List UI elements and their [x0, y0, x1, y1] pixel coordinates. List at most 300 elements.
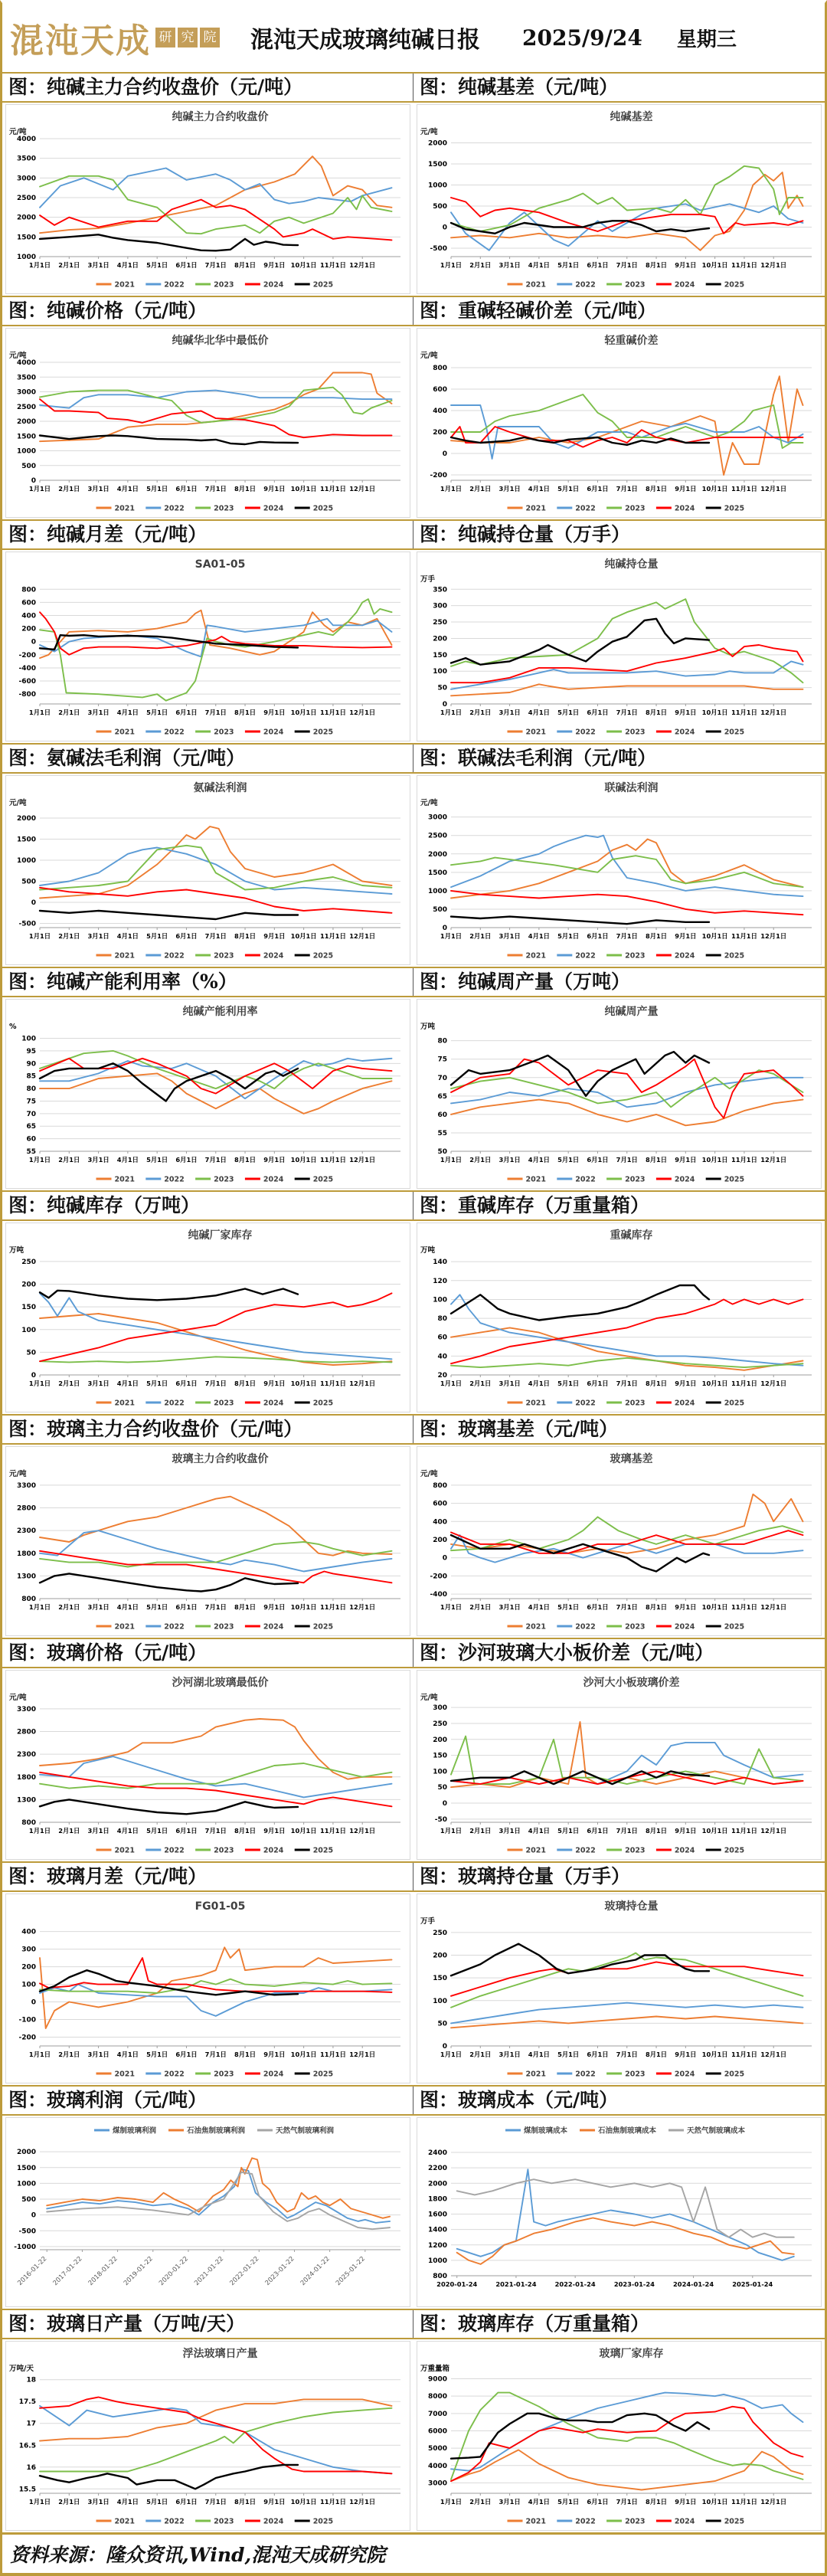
x-tick-label: 1月1日: [28, 1380, 51, 1387]
y-tick-label: 1800: [16, 1773, 36, 1782]
y-tick-label: 250: [433, 1720, 447, 1728]
y-tick-label: 1000: [427, 887, 447, 895]
legend-label: 2024: [263, 504, 284, 513]
series-2022: [40, 619, 392, 657]
y-tick-label: 200: [433, 1952, 447, 1960]
x-tick-label: 12月1日: [760, 261, 787, 269]
y-tick-label: 50: [437, 1784, 447, 1792]
y-axis-unit: 元/吨: [420, 352, 438, 360]
y-tick-label: 1400: [427, 2226, 447, 2234]
x-tick-label: 7月1日: [204, 1827, 227, 1835]
x-tick-label: 6月1日: [587, 1156, 609, 1164]
y-tick-label: 0: [31, 899, 36, 907]
series-2024: [451, 891, 803, 915]
charts-row: [2, 326, 825, 519]
legend-label: 2024: [674, 728, 695, 737]
y-tick-label: 0: [31, 2211, 36, 2220]
series-2022: [451, 2393, 803, 2471]
legend-label: 2023: [625, 504, 646, 513]
section-header-row: [2, 2309, 825, 2339]
y-axis-unit: %: [9, 1023, 17, 1031]
legend-label: 2023: [214, 2517, 234, 2526]
y-tick-label: 18: [26, 2376, 36, 2385]
charts-row: [2, 550, 825, 743]
x-tick-label: 2月1日: [469, 261, 492, 269]
chart-heavy-inventory: [417, 1223, 821, 1412]
y-tick-label: 7000: [427, 2410, 447, 2418]
x-tick-label: 11月1日: [319, 485, 346, 493]
y-tick-label: 0: [31, 1998, 36, 2007]
chart-title: 沙河湖北玻璃最低价: [172, 1677, 269, 1689]
section-title-fg-month-spread: 图：玻璃月差（元/吨）: [2, 1863, 414, 1890]
x-tick-label: 11月1日: [731, 2498, 757, 2506]
y-tick-label: 200: [433, 1736, 447, 1744]
x-tick-label: 4月1日: [528, 1827, 550, 1835]
x-tick-label: 3月1日: [498, 2051, 521, 2058]
x-tick-label: 9月1日: [675, 1380, 697, 1387]
y-tick-label: 400: [21, 1928, 36, 1936]
y-tick-label: 500: [21, 878, 36, 886]
legend-label: 2022: [164, 1846, 185, 1855]
legend-label: 2022: [575, 2517, 596, 2526]
x-tick-label: 1月1日: [440, 1603, 463, 1611]
charts-row: [2, 1445, 825, 1638]
legend-label: 2023: [214, 728, 234, 737]
x-tick-label: 12月1日: [349, 2051, 376, 2058]
y-tick-label: 60: [437, 1111, 447, 1119]
y-tick-label: 1800: [427, 2195, 447, 2204]
y-axis-unit: 万吨: [420, 1246, 436, 1255]
x-tick-label: 2月1日: [469, 485, 492, 493]
x-tick-label: 4月1日: [116, 1603, 139, 1611]
legend-label: 2022: [575, 1175, 596, 1184]
x-tick-label: 3月1日: [498, 709, 521, 716]
section-title-fg-inventory: 图：玻璃库存（万重量箱）: [420, 2313, 650, 2335]
legend-label: 2025: [312, 728, 334, 737]
y-tick-label: 1000: [16, 2180, 36, 2188]
series-2025: [451, 917, 709, 925]
x-tick-label: 5月1日: [146, 2051, 168, 2058]
series-2021: [451, 2450, 803, 2489]
y-tick-label: 95: [26, 1047, 36, 1056]
y-tick-label: 2500: [427, 832, 447, 840]
series-2022: [451, 661, 803, 689]
legend-label: 天然气制玻璃成本: [687, 2126, 746, 2136]
series-2024: [451, 198, 803, 234]
x-tick-label: 2020-01-22: [158, 2255, 191, 2288]
x-tick-label: 6月1日: [587, 2498, 609, 2506]
x-tick-label: 9月1日: [263, 485, 286, 493]
y-tick-label: 3000: [427, 2479, 447, 2488]
series-2022: [40, 848, 392, 895]
y-axis-unit: 元/吨: [420, 128, 438, 136]
y-tick-label: -400: [430, 1591, 447, 1599]
legend-label: 2021: [525, 1175, 546, 1184]
legend-label: 2023: [625, 2070, 646, 2079]
x-tick-label: 5月1日: [146, 261, 168, 269]
x-tick-label: 8月1日: [645, 261, 668, 269]
x-tick-label: 2024-01-24: [673, 2280, 714, 2288]
y-tick-label: -1000: [14, 2243, 36, 2251]
x-tick-label: 11月1日: [319, 1380, 346, 1387]
x-tick-label: 9月1日: [675, 1156, 697, 1164]
x-tick-label: 4月1日: [528, 1156, 550, 1164]
y-tick-label: 20: [437, 1372, 447, 1380]
x-tick-label: 7月1日: [616, 485, 638, 493]
chart-title: 纯碱厂家库存: [188, 1229, 253, 1242]
y-tick-label: 400: [21, 612, 36, 620]
y-tick-label: 300: [21, 1946, 36, 1954]
x-tick-label: 10月1日: [290, 709, 317, 716]
x-tick-label: 10月1日: [701, 709, 728, 716]
section-title-fg-daily-output: 图：玻璃日产量（万吨/天）: [2, 2310, 414, 2338]
series-2024: [40, 612, 392, 655]
legend-label: 2025: [312, 2070, 334, 2079]
y-tick-label: 4000: [427, 2462, 447, 2470]
legend-label: 2021: [114, 1399, 135, 1408]
y-tick-label: 350: [433, 586, 447, 594]
y-tick-label: 0: [442, 224, 447, 232]
y-tick-label: 65: [437, 1092, 447, 1101]
charts-grid: [2, 72, 825, 2532]
x-tick-label: 11月1日: [319, 2051, 346, 2058]
x-tick-label: 3月1日: [87, 1380, 110, 1387]
x-tick-label: 5月1日: [146, 1156, 168, 1164]
legend-label: 2021: [114, 1622, 135, 1632]
x-tick-label: 1月1日: [28, 709, 51, 716]
series-2023: [40, 388, 392, 423]
y-axis-unit: 元/吨: [9, 352, 27, 360]
y-tick-label: 70: [26, 1110, 36, 1118]
x-tick-label: 2016-01-22: [16, 2255, 49, 2288]
y-tick-label: 1000: [16, 447, 36, 456]
legend-label: 煤制玻璃成本: [524, 2126, 568, 2136]
y-tick-label: -500: [430, 245, 447, 253]
chart-box-sa-hl-spread: [417, 328, 822, 518]
legend-label: 2021: [525, 280, 546, 290]
x-tick-label: 4月1日: [528, 261, 550, 269]
series-2025: [40, 1799, 298, 1814]
x-tick-label: 6月1日: [587, 2051, 609, 2058]
y-tick-label: 3500: [16, 155, 36, 163]
legend-label: 2022: [164, 1399, 185, 1408]
y-tick-label: 2000: [16, 214, 36, 222]
y-tick-label: 1000: [427, 182, 447, 190]
y-tick-label: 250: [21, 1258, 36, 1266]
y-tick-label: 3000: [16, 175, 36, 183]
legend-label: 2024: [674, 951, 695, 961]
x-tick-label: 7月1日: [204, 2498, 227, 2506]
x-tick-label: 9月1日: [675, 2498, 697, 2506]
y-tick-label: 250: [433, 1929, 447, 1937]
chart-box-fg-month-spread: [5, 1894, 410, 2083]
charts-row: [2, 103, 825, 296]
chart-box-sa-month-spread: [5, 552, 410, 741]
chart-title: 沙河大小板玻璃价差: [583, 1677, 680, 1689]
y-tick-label: 1500: [427, 161, 447, 169]
y-tick-label: 3300: [16, 1705, 36, 1714]
x-tick-label: 7月1日: [616, 932, 638, 940]
section-header-row: [2, 519, 825, 550]
x-tick-label: 2月1日: [469, 1380, 492, 1387]
y-tick-label: 17: [26, 2420, 36, 2428]
legend-label: 2024: [263, 1846, 284, 1855]
x-tick-label: 6月1日: [175, 261, 198, 269]
company-logo: [10, 13, 220, 62]
legend-label: 2022: [575, 1846, 596, 1855]
section-title-heavy-inventory: 图：重碱库存（万重量箱）: [420, 1194, 650, 1216]
legend-label: 2022: [164, 728, 185, 737]
x-tick-label: 2020-01-24: [436, 2280, 478, 2288]
y-tick-label: 500: [21, 462, 36, 470]
x-tick-label: 2月1日: [469, 2498, 492, 2506]
y-tick-label: 75: [26, 1098, 36, 1106]
chart-title: 联碱法利润: [604, 782, 659, 794]
x-tick-label: 10月1日: [290, 485, 317, 493]
x-tick-label: 1月1日: [440, 261, 463, 269]
x-tick-label: 12月1日: [760, 2051, 787, 2058]
series-2023: [451, 2393, 803, 2479]
y-axis-unit: 元/吨: [9, 799, 27, 807]
legend-label: 2025: [724, 280, 745, 290]
legend-label: 2024: [263, 2070, 284, 2079]
x-tick-label: 1月1日: [28, 932, 51, 940]
y-tick-label: 5000: [427, 2445, 447, 2453]
y-tick-label: 2000: [427, 2180, 447, 2188]
x-tick-label: 10月1日: [701, 1603, 728, 1611]
series-2022: [40, 2406, 392, 2473]
x-tick-label: 7月1日: [204, 485, 227, 493]
chart-title: 玻璃主力合约收盘价: [172, 1453, 269, 1465]
legend-label: 2021: [114, 2070, 135, 2079]
chart-title: 玻璃厂家库存: [599, 2348, 664, 2360]
legend-label: 2022: [575, 951, 596, 961]
legend-label: 2024: [674, 504, 695, 513]
series-2025: [451, 1535, 709, 1571]
x-tick-label: 5月1日: [557, 261, 580, 269]
x-tick-label: 8月1日: [234, 1156, 257, 1164]
x-tick-label: 3月1日: [498, 1827, 521, 1835]
y-axis-unit: 万重量箱: [420, 2365, 450, 2373]
x-tick-label: 6月1日: [175, 1156, 198, 1164]
x-tick-label: 4月1日: [528, 485, 550, 493]
x-tick-label: 11月1日: [319, 709, 346, 716]
y-tick-label: 800: [21, 1596, 36, 1603]
x-tick-label: 8月1日: [234, 261, 257, 269]
y-tick-label: 300: [433, 602, 447, 610]
chart-sa-combined-profit: [417, 776, 821, 964]
y-tick-label: 3000: [427, 813, 447, 822]
y-tick-label: 2300: [16, 1527, 36, 1536]
chart-title: 玻璃持仓量: [604, 1900, 659, 1913]
y-tick-label: 4000: [16, 136, 36, 143]
legend-label: 2022: [575, 1622, 596, 1632]
chart-title: 纯碱持仓量: [604, 558, 659, 571]
chart-fg-close: [6, 1447, 410, 1635]
chart-title: FG01-05: [194, 1900, 246, 1913]
series-2021: [40, 826, 392, 898]
chart-box-sa-combined-profit: [417, 775, 822, 965]
legend-label: 2024: [263, 728, 284, 737]
legend-label: 2021: [525, 2070, 546, 2079]
x-tick-label: 5月1日: [146, 2498, 168, 2506]
legend-label: 2024: [674, 2517, 695, 2526]
x-tick-label: 5月1日: [146, 932, 168, 940]
y-tick-label: 100: [21, 1981, 36, 1989]
x-tick-label: 2月1日: [58, 709, 80, 716]
x-tick-label: 1月1日: [28, 1603, 51, 1611]
legend-label: 2023: [214, 951, 234, 961]
y-tick-label: 400: [433, 1518, 447, 1527]
report-title: 混沌天成玻璃纯碱日报: [250, 27, 480, 54]
series-2021: [40, 373, 392, 442]
x-tick-label: 5月1日: [146, 1380, 168, 1387]
y-tick-label: 0: [442, 701, 447, 709]
legend-label: 2023: [625, 1622, 646, 1632]
legend-label: 2024: [263, 280, 284, 290]
report-header: [2, 3, 825, 72]
legend-label: 2021: [525, 2517, 546, 2526]
x-tick-label: 11月1日: [319, 1603, 346, 1611]
x-tick-label: 2月1日: [58, 485, 80, 493]
series-2021: [40, 1719, 392, 1779]
x-tick-label: 3月1日: [87, 709, 110, 716]
report-date: 2025/9/24: [522, 25, 642, 51]
legend-label: 2025: [312, 1175, 334, 1184]
x-tick-label: 5月1日: [557, 2498, 580, 2506]
legend-label: 2024: [674, 1846, 695, 1855]
y-tick-label: 0: [442, 1800, 447, 1808]
x-tick-label: 3月1日: [87, 932, 110, 940]
legend-label: 2021: [114, 951, 135, 961]
x-tick-label: 7月1日: [204, 709, 227, 716]
x-tick-label: 9月1日: [263, 932, 286, 940]
x-tick-label: 11月1日: [319, 261, 346, 269]
legend-label: 2023: [214, 1175, 234, 1184]
legend-label: 2024: [674, 1399, 695, 1408]
y-tick-label: 75: [437, 1056, 447, 1064]
x-tick-label: 12月1日: [760, 1603, 787, 1611]
x-tick-label: 4月1日: [528, 709, 550, 716]
chart-title: 浮法玻璃日产量: [182, 2348, 258, 2360]
x-tick-label: 1月1日: [440, 1380, 463, 1387]
x-tick-label: 8月1日: [234, 485, 257, 493]
chart-box-fg-cost: [417, 2117, 822, 2307]
x-tick-label: 1月1日: [440, 1827, 463, 1835]
y-tick-label: 1500: [16, 2164, 36, 2172]
legend-label: 2025: [312, 1622, 334, 1632]
x-tick-label: 2月1日: [58, 1827, 80, 1835]
section-title-fg-sheet-spread: 图：沙河玻璃大小板价差（元/吨）: [420, 1642, 714, 1664]
x-tick-label: 2月1日: [58, 1603, 80, 1611]
x-tick-label: 11月1日: [319, 2498, 346, 2506]
series-2024: [40, 2398, 392, 2474]
x-tick-label: 6月1日: [175, 1380, 198, 1387]
x-tick-label: 1月1日: [28, 2498, 51, 2506]
legend-label: 2021: [525, 504, 546, 513]
chart-sa-close: [6, 105, 410, 293]
x-tick-label: 12月1日: [349, 1380, 376, 1387]
section-header-row: [2, 1414, 825, 1445]
y-tick-label: 150: [21, 1304, 36, 1312]
series-2024: [451, 645, 803, 682]
data-source: 资料来源：隆众资讯,Wind,混沌天成研究院: [10, 2544, 386, 2566]
chart-box-sa-capacity: [5, 999, 410, 1189]
y-tick-label: -500: [18, 920, 36, 928]
x-tick-label: 2024-01-22: [299, 2255, 332, 2288]
y-tick-label: 200: [21, 1963, 36, 1972]
legend-label: 2025: [724, 1399, 745, 1408]
x-tick-label: 12月1日: [760, 1380, 787, 1387]
x-tick-label: 9月1日: [675, 1827, 697, 1835]
x-tick-label: 4月1日: [116, 2498, 139, 2506]
x-tick-label: 11月1日: [731, 709, 757, 716]
y-tick-label: 15.5: [18, 2486, 36, 2494]
chart-sa-inventory: [6, 1223, 410, 1412]
report-footer: [2, 2532, 825, 2576]
y-tick-label: 600: [433, 1500, 447, 1508]
series-石油焦制玻璃成本: [457, 2218, 794, 2264]
series-2024: [40, 888, 392, 913]
legend-label: 2021: [114, 504, 135, 513]
legend-label: 2022: [164, 1175, 185, 1184]
series-2022: [40, 169, 392, 208]
x-tick-label: 5月1日: [557, 932, 580, 940]
x-tick-label: 2019-01-22: [122, 2255, 155, 2288]
y-tick-label: 2800: [16, 1728, 36, 1736]
legend-label: 2025: [724, 1846, 745, 1855]
y-tick-label: 1500: [427, 869, 447, 877]
series-2024: [40, 399, 392, 437]
x-tick-label: 6月1日: [587, 709, 609, 716]
legend-label: 2023: [625, 1399, 646, 1408]
legend-label: 石油焦制玻璃成本: [598, 2126, 657, 2136]
x-tick-label: 3月1日: [498, 261, 521, 269]
y-tick-label: 500: [433, 203, 447, 211]
x-tick-label: 2023-01-22: [263, 2255, 296, 2288]
x-tick-label: 12月1日: [349, 1603, 376, 1611]
chart-sa-hl-spread: [417, 329, 821, 517]
section-header-row: [2, 743, 825, 774]
section-title-sa-ammonia-profit: 图：氨碱法毛利润（元/吨）: [2, 745, 414, 772]
x-tick-label: 5月1日: [146, 1827, 168, 1835]
legend-label: 2022: [575, 1399, 596, 1408]
legend-label: 2021: [114, 728, 135, 737]
y-tick-label: 50: [437, 2020, 447, 2028]
y-tick-label: 100: [433, 668, 447, 676]
series-2023: [40, 2408, 392, 2472]
y-tick-label: -100: [18, 2016, 36, 2024]
y-axis-unit: 元/吨: [420, 799, 438, 807]
chart-box-fg-profit: [5, 2117, 410, 2307]
x-tick-label: 6月1日: [175, 2051, 198, 2058]
y-tick-label: 6000: [427, 2427, 447, 2436]
y-axis-unit: 元/吨: [9, 128, 27, 136]
x-tick-label: 9月1日: [675, 261, 697, 269]
legend-label: 2021: [114, 1175, 135, 1184]
x-tick-label: 5月1日: [557, 485, 580, 493]
chart-title: 重碱库存: [610, 1229, 653, 1242]
section-header-row: [2, 2085, 825, 2116]
chart-title: 轻重碱价差: [604, 335, 659, 347]
x-tick-label: 10月1日: [701, 2051, 728, 2058]
chart-box-fg-inventory: [417, 2341, 822, 2531]
x-tick-label: 5月1日: [557, 1380, 580, 1387]
chart-sa-ammonia-profit: [6, 776, 410, 964]
legend-label: 2023: [625, 951, 646, 961]
chart-box-fg-basis: [417, 1446, 822, 1636]
y-tick-label: -800: [18, 691, 36, 699]
